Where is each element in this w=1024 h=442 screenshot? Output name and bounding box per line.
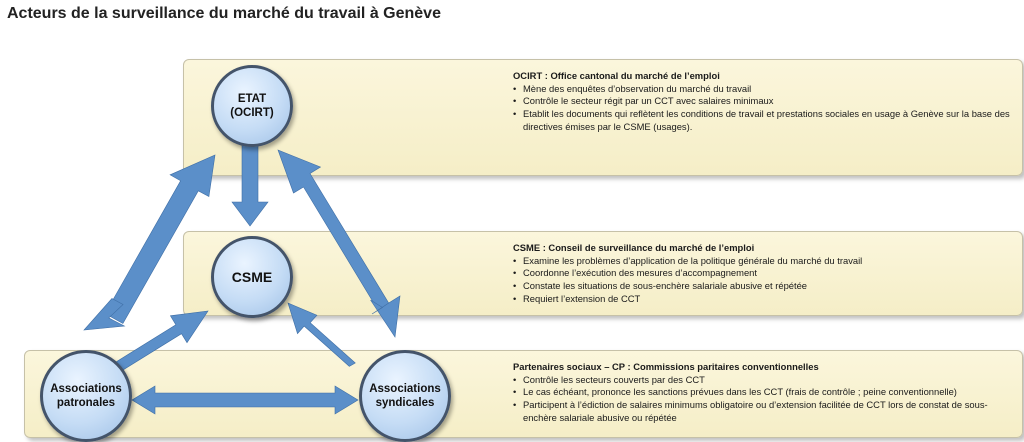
etat-heading: OCIRT : Office cantonal du marché de l’emploi	[513, 70, 720, 81]
list-item: • Constate les situations de sous-enchère salariale abusive et répétée	[513, 280, 1013, 293]
list-item: • Le cas échéant, prononce les sanctions prévues dans les CCT (frais de contrôle ; peine conventionnelle)	[513, 386, 1013, 399]
list-item: • Participent à l’édiction de salaires minimums obligatoire ou d’extension facilitée de CCT lors de constat de sous-enchère salariale abusive ou répétée	[513, 399, 1013, 424]
list-item: • Contrôle le secteur régit par un CCT avec salaires minimaux	[513, 95, 1013, 108]
etat-bullet-list	[513, 83, 1013, 134]
csme-heading: CSME : Conseil de surveillance du marché de l’emploi	[513, 242, 755, 253]
node-patronal-label: Associations patronales	[50, 383, 122, 409]
partners-info	[513, 361, 1013, 425]
node-associations-syndicales	[359, 350, 451, 442]
partners-bullet-list	[513, 374, 1013, 425]
page-title: Acteurs de la surveillance du marché du travail à Genève	[7, 5, 441, 22]
node-associations-patronales	[40, 350, 132, 442]
arrow-etat-to-csme	[232, 141, 268, 226]
arrow-patronal-syndical	[132, 386, 358, 414]
node-etat	[211, 65, 293, 147]
list-item: • Coordonne l’exécution des mesures d’accompagnement	[513, 267, 1013, 280]
list-item: • Etablit les documents qui reflètent les conditions de travail et prestations sociales en usage à Genève sur la base des directives émises par le CSME (usages).	[513, 108, 1013, 133]
node-csme-label: CSME	[231, 269, 273, 285]
etat-info	[513, 70, 1013, 134]
node-etat-label: ETAT (OCIRT)	[230, 93, 274, 119]
arrow-syndical-to-etat	[278, 150, 391, 320]
list-item: • Mène des enquêtes d’observation du marché du travail	[513, 83, 1013, 96]
node-syndical-label: Associations syndicales	[369, 383, 441, 409]
partners-heading: Partenaires sociaux – CP : Commissions paritaires conventionnelles	[513, 361, 819, 372]
arrow-patronal-to-etat	[105, 155, 215, 324]
arrow-syndical-to-csme	[288, 303, 355, 366]
csme-info	[513, 242, 1013, 306]
arrow-patronal-to-csme	[116, 311, 208, 371]
node-csme	[211, 236, 293, 318]
list-item: • Examine les problèmes d’application de la politique générale du marché du travail	[513, 255, 1013, 268]
list-item: • Requiert l’extension de CCT	[513, 293, 1013, 306]
csme-bullet-list	[513, 255, 1013, 306]
list-item: • Contrôle les secteurs couverts par des CCT	[513, 374, 1013, 387]
